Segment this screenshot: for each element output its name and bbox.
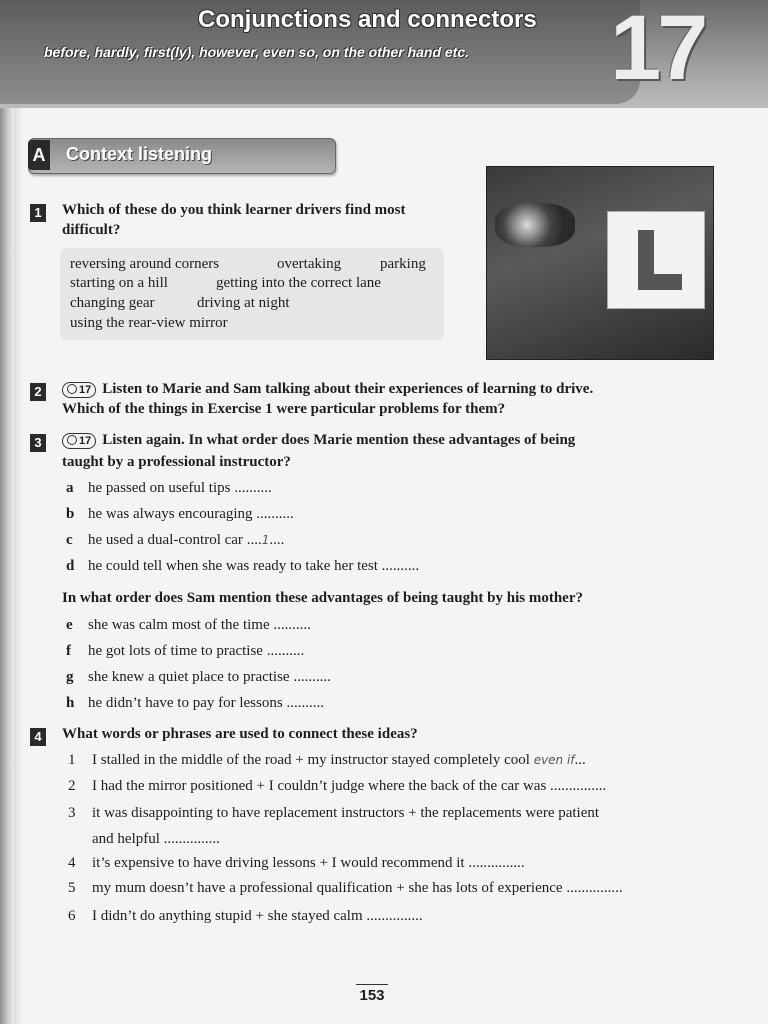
l-plate-graphic (607, 211, 705, 309)
chapter-title: Conjunctions and connectors (198, 6, 537, 33)
exercise-2-line1: 17 Listen to Marie and Sam talking about their experiences of learning to drive. (62, 379, 593, 399)
exercise-3-line1: 17 Listen again. In what order does Marie mention these advantages of being (62, 430, 575, 450)
word-overtaking: overtaking (277, 256, 342, 272)
word-reversing: reversing around corners (70, 256, 220, 272)
section-letter: A (28, 140, 50, 170)
exercise-2-line2: Which of the things in Exercise 1 were particular problems for them? (62, 401, 506, 417)
exercise-1-question-line1: Which of these do you think learner drivers find most (62, 202, 406, 218)
list-item: b he was always encouraging .......... (66, 506, 294, 522)
exercise-4-question: What words or phrases are used to connect these ideas? (62, 726, 418, 742)
unit-number: 17 (610, 0, 705, 99)
word-correct-lane: getting into the correct lane (216, 275, 381, 291)
list-item: g she knew a quiet place to practise .......... (66, 669, 331, 685)
page-number: 153 (356, 984, 388, 1004)
exercise-3-line2: taught by a professional instructor? (62, 454, 291, 470)
exercise-3-subquestion: In what order does Sam mention these advantages of being taught by his mother? (62, 590, 584, 606)
word-night-driving: driving at night (197, 295, 290, 311)
section-title: Context listening (66, 144, 213, 164)
list-item: 6 I didn’t do anything stupid + she stayed calm ............... (68, 908, 423, 924)
word-hill-start: starting on a hill (70, 275, 168, 291)
page-binding-shadow (0, 0, 14, 1024)
list-item: 2 I had the mirror positioned + I couldn’t judge where the back of the car was ............... (68, 778, 607, 794)
audio-track-badge: 17 (62, 433, 96, 449)
exercise-4-number: 4 (30, 728, 46, 746)
list-item: 5 my mum doesn’t have a professional qualification + she has lots of experience ............... (68, 880, 623, 896)
page-binding-edge (14, 0, 22, 1024)
list-item: a he passed on useful tips .......... (66, 480, 272, 496)
list-item: 4 it’s expensive to have driving lessons + I would recommend it ............... (68, 855, 525, 871)
word-parking: parking (380, 256, 426, 272)
list-item: 3 it was disappointing to have replacement instructors + the replacements were patient (68, 805, 600, 821)
list-item: h he didn’t have to pay for lessons .......... (66, 695, 324, 711)
audio-track-badge: 17 (62, 382, 96, 398)
cd-icon (67, 435, 77, 445)
handwritten-answer: 1 (261, 533, 270, 547)
list-item: c he used a dual-control car ....1.... (66, 532, 285, 548)
cd-icon (67, 384, 77, 394)
exercise-1-question-line2: difficult? (62, 222, 121, 238)
list-item: e she was calm most of the time .......... (66, 617, 311, 633)
word-changing-gear: changing gear (70, 295, 155, 311)
list-item: f he got lots of time to practise .......... (66, 643, 305, 659)
list-item: d he could tell when she was ready to take her test .......... (66, 558, 420, 574)
handwritten-answer: even if (533, 753, 575, 767)
list-item: 1 I stalled in the middle of the road + my instructor stayed completely cool even if... (68, 752, 586, 768)
learner-car-photo (486, 166, 714, 360)
word-rear-view-mirror: using the rear-view mirror (70, 315, 228, 331)
headlight-graphic (495, 203, 575, 247)
list-item-continuation: and helpful ............... (92, 831, 220, 847)
exercise-2-number: 2 (30, 383, 46, 401)
exercise-3-number: 3 (30, 434, 46, 452)
exercise-1-number: 1 (30, 204, 46, 222)
chapter-subtitle: before, hardly, first(ly), however, even so, on the other hand etc. (44, 44, 470, 60)
